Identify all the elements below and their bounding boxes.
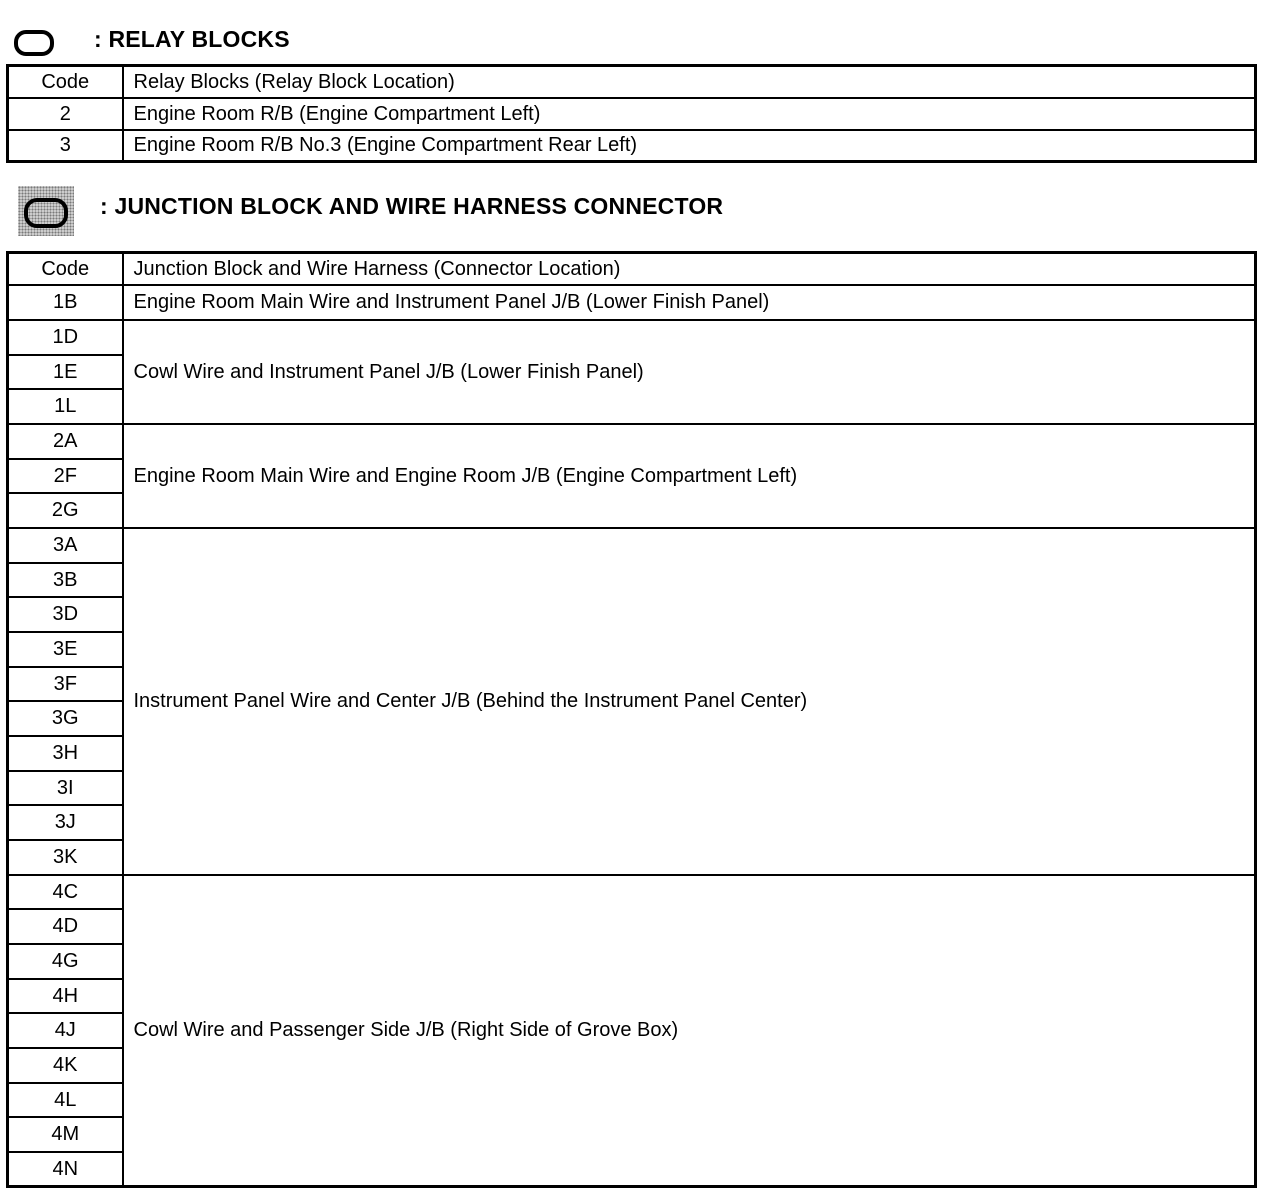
table-header-row <box>8 66 1256 98</box>
jb-code-cell: 3A <box>8 528 123 563</box>
column-header-location: Junction Block and Wire Harness (Connector Location) <box>123 253 1256 285</box>
jb-code-cell: 4D <box>8 909 123 944</box>
table-row <box>8 528 1256 563</box>
relay-blocks-table <box>6 64 1257 163</box>
jb-code-cell: 2A <box>8 424 123 459</box>
jb-code-cell: 3H <box>8 736 123 771</box>
relay-location-cell: Engine Room R/B No.3 (Engine Compartment Rear Left) <box>123 130 1256 162</box>
jb-code-cell: 4N <box>8 1152 123 1187</box>
jb-location-cell: Instrument Panel Wire and Center J/B (Behind the Instrument Panel Center) <box>123 528 1256 875</box>
jb-code-cell: 3D <box>8 597 123 632</box>
jb-code-cell: 4L <box>8 1083 123 1117</box>
column-header-code: Code <box>8 253 123 285</box>
jb-location-cell: Engine Room Main Wire and Instrument Panel J/B (Lower Finish Panel) <box>123 285 1256 320</box>
jb-location-cell: Cowl Wire and Instrument Panel J/B (Lower Finish Panel) <box>123 320 1256 424</box>
jb-code-cell: 2F <box>8 459 123 493</box>
jb-location-cell: Cowl Wire and Passenger Side J/B (Right Side of Grove Box) <box>123 875 1256 1187</box>
column-header-code: Code <box>8 66 123 98</box>
jb-code-cell: 4K <box>8 1048 123 1083</box>
table-row <box>8 98 1256 130</box>
jb-code-cell: 1B <box>8 285 123 320</box>
jb-code-cell: 4C <box>8 875 123 909</box>
jb-code-cell: 3E <box>8 632 123 667</box>
jb-code-cell: 4H <box>8 979 123 1013</box>
jb-code-cell: 3I <box>8 771 123 805</box>
table-row <box>8 875 1256 909</box>
jb-code-cell: 2G <box>8 493 123 528</box>
jb-code-cell: 4M <box>8 1117 123 1152</box>
relay-blocks-heading: : RELAY BLOCKS <box>94 26 290 52</box>
jb-code-cell: 1E <box>8 355 123 389</box>
jb-code-cell: 3J <box>8 805 123 840</box>
relay-code-cell: 3 <box>8 130 123 162</box>
junction-block-heading: : JUNCTION BLOCK AND WIRE HARNESS CONNECTOR <box>100 193 724 219</box>
junction-block-icon <box>24 198 68 228</box>
jb-code-cell: 4G <box>8 944 123 979</box>
jb-code-cell: 3K <box>8 840 123 875</box>
relay-block-icon <box>14 30 54 56</box>
junction-block-table <box>6 251 1257 1188</box>
table-header-row <box>8 253 1256 285</box>
jb-code-cell: 4J <box>8 1013 123 1048</box>
relay-code-cell: 2 <box>8 98 123 130</box>
relay-location-cell: Engine Room R/B (Engine Compartment Left) <box>123 98 1256 130</box>
jb-code-cell: 3F <box>8 667 123 701</box>
jb-location-cell: Engine Room Main Wire and Engine Room J/B (Engine Compartment Left) <box>123 424 1256 528</box>
table-row <box>8 285 1256 320</box>
table-row <box>8 130 1256 162</box>
jb-code-cell: 3B <box>8 563 123 597</box>
column-header-location: Relay Blocks (Relay Block Location) <box>123 66 1256 98</box>
table-row <box>8 320 1256 355</box>
table-row <box>8 424 1256 459</box>
jb-code-cell: 3G <box>8 701 123 736</box>
jb-code-cell: 1D <box>8 320 123 355</box>
jb-code-cell: 1L <box>8 389 123 424</box>
